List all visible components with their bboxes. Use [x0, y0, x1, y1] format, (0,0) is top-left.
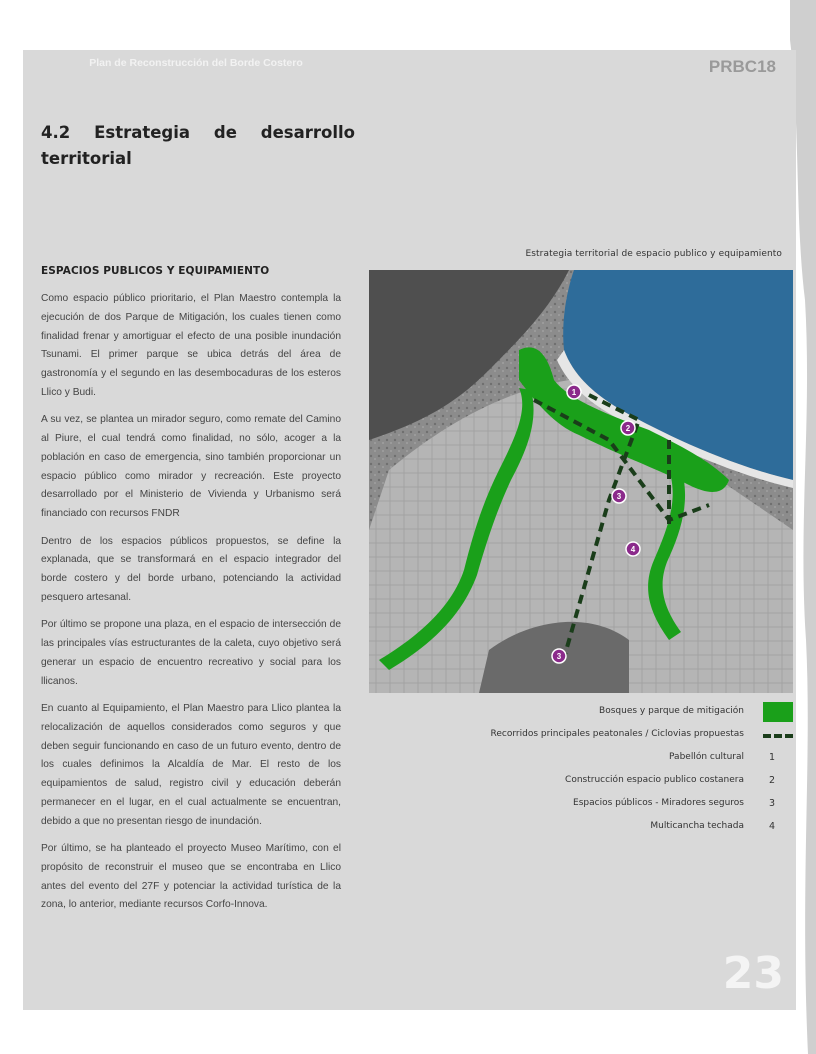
legend-item — [369, 748, 796, 770]
legend-label: Pabellón cultural — [669, 752, 744, 762]
paragraph: Por último, se ha planteado el proyecto Museo Marítimo, con el propósito de reconstruir el museo que se encontraba en Llico antes del evento del 27F y potenciar la actividad turística de la zona, lo anterior, mediante recursos Corfo-Innova. — [41, 843, 341, 911]
svg-text:4: 4 — [630, 545, 636, 554]
svg-text:1: 1 — [571, 388, 577, 397]
paragraph: Como espacio público prioritario, el Plan Maestro contempla la ejecución de dos Parque de Mitigación, los cuales tienen como finalidad frenar y amortiguar el efecto de una posible inundación Tsunami. El primer parque se ubica detrás del área de gastronomía y el segundo en las desembocaduras de los esteros Llico y Budi. — [41, 293, 341, 398]
legend-item — [369, 725, 796, 747]
dashed-line-icon — [763, 734, 793, 738]
paragraph: En cuanto al Equipamiento, el Plan Maestro para Llico plantea la relocalización de aquellos considerados como seguros y que deben seguir funcionando en caso de un futuro evento, dentro de los cuales definimos la Alcaldía de Mar. El resto de los equipamientos de salud, registro civil y educación deberán permanecer en el lugar, en el cual actualmente se encuentran, debido a que no presentan riesgo de inundación. — [41, 702, 341, 827]
paragraph: Por último se propone una plaza, en el espacio de intersección de las principales vías estructurantes de la caleta, cuyo objetivo será generar un espacio de encuentro recreativo y social para los llicanos. — [41, 619, 341, 687]
green-swatch-icon — [763, 702, 793, 722]
section-title: 4.2 Estrategia de desarrollo territorial — [41, 123, 355, 168]
legend-key: 4 — [768, 821, 776, 832]
legend-key: 3 — [768, 798, 776, 809]
legend-label: Espacios públicos - Miradores seguros — [573, 798, 744, 808]
svg-text:3: 3 — [616, 492, 622, 501]
paragraph: A su vez, se plantea un mirador seguro, como remate del Camino al Piure, el cual tendrá como finalidad, no sólo, acoger a la población en caso de emergencia, sino también proporcionar un espacio público como mirador y recreación. Este proyecto desarrollado por el Ministerio de Vivienda y Urbanismo será financiado con recursos FNDR — [41, 414, 341, 520]
legend-label: Construcción espacio publico costanera — [565, 775, 744, 785]
page-number: 23 — [722, 948, 784, 999]
text-column — [23, 50, 369, 1010]
document-code: PRBC18 — [708, 57, 776, 76]
legend-label: Multicancha techada — [650, 821, 744, 831]
map-column — [369, 50, 796, 1010]
map-marker-4 — [626, 542, 640, 556]
paragraph: Dentro de los espacios públicos propuestos, se define la explanada, que se transformará en el espacio integrador del borde costero y del borde urbano, potenciando la actividad pesquero artesanal. — [41, 535, 341, 603]
legend-item — [369, 771, 796, 793]
legend-key: 2 — [768, 775, 776, 786]
map-marker-3b — [552, 649, 566, 663]
body-text — [41, 290, 341, 924]
map-graphic — [369, 270, 793, 693]
document-title: Plan de Reconstrucción del Borde Costero — [89, 57, 303, 69]
legend-item — [369, 817, 796, 839]
legend-label: Bosques y parque de mitigación — [599, 706, 744, 716]
section-subheading: ESPACIOS PUBLICOS Y EQUIPAMIENTO — [41, 265, 270, 277]
legend-item — [369, 702, 796, 724]
territorial-map — [369, 270, 793, 693]
legend-label: Recorridos principales peatonales / Ciclovias propuestas — [490, 729, 744, 739]
map-marker-2 — [621, 421, 635, 435]
legend-item — [369, 794, 796, 816]
legend-key: 1 — [768, 752, 776, 763]
svg-text:3: 3 — [556, 652, 562, 661]
map-marker-3 — [612, 489, 626, 503]
map-marker-1 — [567, 385, 581, 399]
svg-text:2: 2 — [625, 424, 631, 433]
map-caption: Estrategia territorial de espacio publico y equipamiento — [525, 249, 782, 259]
